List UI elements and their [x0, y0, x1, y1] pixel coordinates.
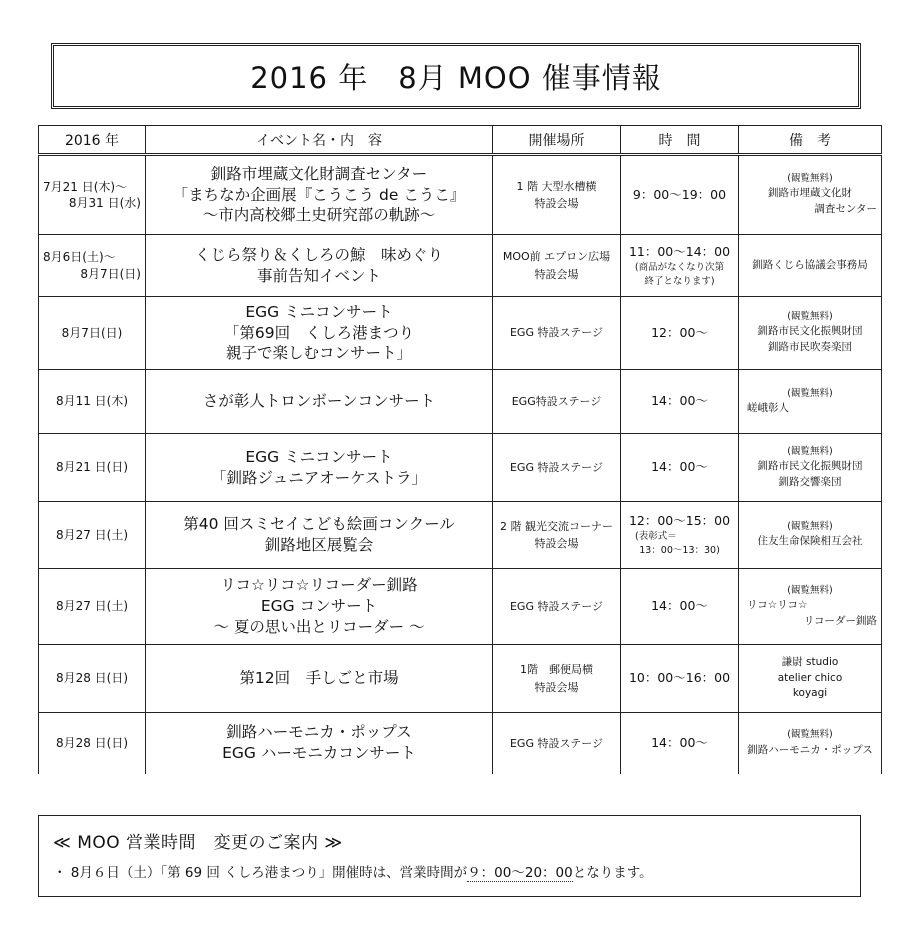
venue-line: 特設会場: [534, 267, 579, 281]
event-time: [621, 502, 739, 569]
header-notes: 備 考: [739, 126, 882, 155]
notes-line: (観覧無料): [787, 584, 833, 596]
event-time: [621, 434, 739, 502]
header-date: 2016 年: [39, 126, 146, 155]
date-line: 8月6日(土)～: [43, 250, 116, 265]
notes-line: 釧路くじら協議会事務局: [752, 258, 868, 271]
venue-line: 1 階 大型水槽横: [516, 179, 597, 193]
time-line: (商品がなくなり次第: [634, 261, 725, 273]
time-line: 12：00～: [651, 324, 708, 340]
event-notes: [739, 235, 882, 297]
event-line: 「第69回 くしろ港まつり: [223, 323, 415, 342]
time-line: 9：00～19：00: [632, 186, 727, 202]
notes-line: (観覧無料): [787, 173, 833, 185]
notice-title: ≪ MOO 営業時間 変更のご案内 ≫: [53, 833, 343, 853]
date-line: 8月27 日(土): [55, 527, 129, 542]
notes-line: 嵯峨彰人: [747, 401, 789, 414]
time-line: 11：00～14：00: [628, 243, 731, 259]
notice-box: [38, 815, 861, 897]
notes-line: 調査センター: [814, 203, 877, 216]
event-name: [146, 569, 493, 645]
event-name: [146, 434, 493, 502]
event-name: [146, 155, 493, 235]
header-event: イベント名・内 容: [146, 126, 493, 155]
event-time: [621, 713, 739, 774]
time-line: 14：00～: [651, 393, 708, 409]
date-line: 8月7日(日): [80, 266, 141, 281]
venue-line: EGG 特設ステージ: [509, 736, 604, 750]
table-row: [39, 370, 882, 434]
venue-line: 2 階 観光交流コーナー: [500, 519, 613, 533]
event-time: [621, 155, 739, 235]
venue-line: 特設会場: [534, 537, 579, 550]
venue-line: MOO前 エプロン広場: [502, 250, 611, 264]
notes-line: (観覧無料): [787, 311, 833, 323]
notes-line: リコーダー釧路: [803, 614, 877, 627]
event-date: [39, 235, 146, 297]
time-line: 終了となります): [644, 275, 715, 287]
event-venue: [493, 235, 621, 297]
header-venue: 開催場所: [493, 126, 621, 155]
event-date: [39, 502, 146, 569]
event-venue: [493, 713, 621, 774]
table-row: [39, 297, 882, 370]
event-venue: [493, 645, 621, 713]
event-line: 第12回 手しごと市場: [239, 669, 399, 688]
event-notes: [739, 370, 882, 434]
notes-line: koyagi: [792, 687, 828, 700]
header-time: 時 間: [621, 126, 739, 155]
event-date: [39, 370, 146, 434]
notes-line: (観覧無料): [787, 445, 833, 457]
notes-line: 住友生命保険相互会社: [757, 535, 863, 548]
event-line: 釧路地区展覧会: [264, 536, 374, 554]
date-line: 8月31 日(水): [68, 196, 141, 210]
event-line: リコ☆リコ☆リコーダー釧路: [220, 576, 418, 595]
event-venue: [493, 370, 621, 434]
event-name: [146, 297, 493, 370]
notice-text-after: となります。: [572, 865, 653, 881]
table-row: [39, 155, 882, 235]
event-name: [146, 645, 493, 713]
notes-line: atelier chico: [777, 671, 843, 684]
notes-line: 釧路市民文化振興財団: [757, 325, 863, 338]
table-row: [39, 235, 882, 297]
venue-line: EGG 特設ステージ: [509, 326, 604, 340]
event-name: [146, 235, 493, 297]
notes-line: 釧路交響楽団: [778, 475, 842, 488]
notice-bullet: ・: [53, 865, 67, 881]
event-venue: [493, 297, 621, 370]
event-notes: [739, 434, 882, 502]
notes-line: 釧路市民文化振興財団: [757, 459, 863, 472]
event-venue: [493, 434, 621, 502]
event-line: 第40 回スミセイこども絵画コンクール: [183, 515, 455, 534]
table-row: [39, 569, 882, 645]
event-line: さが彰人トロンボーンコンサート: [202, 392, 436, 411]
table-row: [39, 713, 882, 774]
notes-line: (観覧無料): [787, 729, 833, 741]
notes-line: 釧路市埋蔵文化財: [768, 187, 852, 200]
notes-line: 釧路ハーモニカ・ポップス: [747, 743, 873, 756]
event-line: 「釧路ジュニアオーケストラ」: [211, 468, 427, 487]
venue-line: EGG 特設ステージ: [509, 460, 604, 474]
event-name: [146, 713, 493, 774]
venue-line: 特設会場: [534, 680, 579, 694]
time-line: 14：00～: [651, 459, 708, 475]
event-notes: [739, 155, 882, 235]
venue-line: 1階 郵便局横: [520, 663, 593, 677]
event-notes: [739, 297, 882, 370]
title-box: [51, 43, 861, 109]
event-date: [39, 155, 146, 235]
event-date: [39, 645, 146, 713]
event-line: 釧路ハーモニカ・ポップス: [226, 723, 412, 742]
event-venue: [493, 569, 621, 645]
notice-line: [53, 861, 846, 881]
event-notes: [739, 502, 882, 569]
events-table: [38, 125, 882, 774]
event-date: [39, 297, 146, 370]
event-time: [621, 297, 739, 370]
event-time: [621, 569, 739, 645]
time-line: (表彰式＝: [635, 531, 677, 543]
notice-text-before: 8月６日（土）「第 69 回 くしろ港まつり」開催時は、営業時間が: [70, 865, 468, 881]
table-header-row: [39, 126, 882, 155]
event-line: ～ 夏の思い出とリコーダー ～: [213, 617, 425, 636]
date-line: 8月27 日(土): [55, 599, 129, 614]
date-line: 8月28 日(日): [55, 736, 129, 751]
time-line: 13：00～13：30): [639, 545, 720, 557]
event-venue: [493, 502, 621, 569]
venue-line: EGG 特設ステージ: [509, 599, 604, 613]
event-line: 釧路市埋蔵文化財調査センター: [210, 164, 428, 183]
event-line: くじら祭り＆くしろの鯨 味めぐり: [194, 245, 443, 264]
notes-line: 謙尉 studio: [781, 655, 839, 668]
event-notes: [739, 569, 882, 645]
event-name: [146, 370, 493, 434]
event-line: 事前告知イベント: [256, 266, 381, 285]
event-date: [39, 434, 146, 502]
event-line: 「まちなか企画展『こうこう de こうこ』: [172, 185, 466, 204]
event-notes: [739, 713, 882, 774]
time-line: 14：00～: [651, 735, 708, 751]
page-title: 2016 年 8月 MOO 催事情報: [250, 60, 662, 95]
time-line: 14：00～: [651, 598, 708, 614]
venue-line: 特設会場: [534, 197, 579, 210]
event-date: [39, 569, 146, 645]
event-line: 親子で楽しむコンサート」: [225, 344, 412, 363]
date-line: 7月21 日(木)～: [43, 179, 128, 194]
event-line: EGG ミニコンサート: [245, 302, 393, 321]
notes-line: リコ☆リコ☆: [747, 598, 808, 611]
time-line: 10：00～16：00: [628, 670, 731, 686]
notes-line: (観覧無料): [787, 387, 833, 399]
event-line: ～市内高校郷土史研究部の軌跡～: [202, 206, 436, 225]
event-time: [621, 645, 739, 713]
date-line: 8月7日(日): [61, 325, 123, 340]
event-time: [621, 370, 739, 434]
event-date: [39, 713, 146, 774]
table-row: [39, 502, 882, 569]
date-line: 8月28 日(日): [55, 671, 129, 686]
table-row: [39, 645, 882, 713]
event-notes: [739, 645, 882, 713]
event-line: EGG コンサート: [260, 597, 378, 616]
notes-line: 釧路市民吹奏楽団: [768, 341, 852, 354]
notice-hours: ９：00～20：00: [467, 865, 573, 881]
date-line: 8月21 日(日): [55, 460, 129, 475]
event-line: EGG ミニコンサート: [245, 447, 393, 466]
event-venue: [493, 155, 621, 235]
event-time: [621, 235, 739, 297]
date-line: 8月11 日(木): [55, 394, 129, 409]
notes-line: (観覧無料): [787, 521, 833, 532]
event-name: [146, 502, 493, 569]
table-row: [39, 434, 882, 502]
venue-line: EGG特設ステージ: [511, 394, 602, 408]
time-line: 12：00～15：00: [628, 513, 731, 529]
event-line: EGG ハーモニカコンサート: [222, 744, 416, 763]
